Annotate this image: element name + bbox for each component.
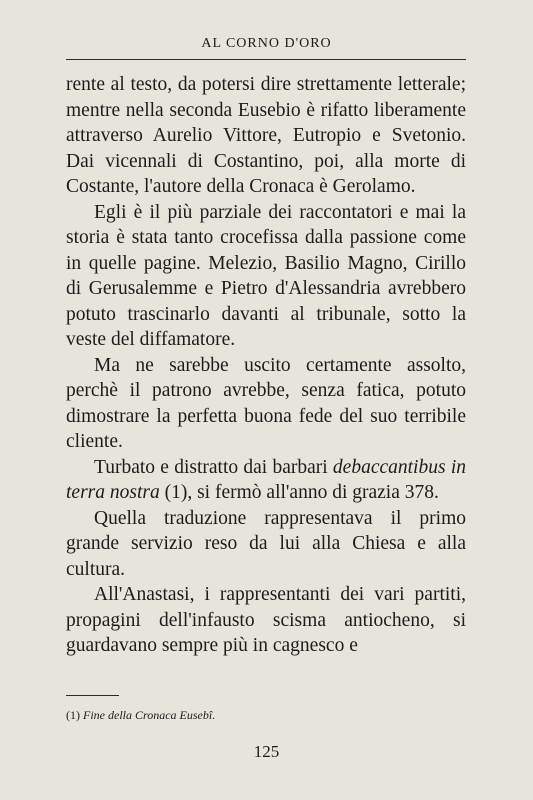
running-head: AL CORNO D'ORO	[201, 36, 332, 51]
footnote	[66, 708, 215, 723]
paragraph-text: (1), si fermò all'anno di grazia 378.	[159, 482, 439, 503]
paragraph: Ma ne sarebbe uscito certamente assolto, perchè il patrono avrebbe, senza fatica, potuto dimostrare la perfetta buona fede del suo terribile cliente.	[66, 354, 466, 452]
paragraph-text: Turbato e distratto dai barbari	[94, 456, 333, 478]
paragraph: All'Anastasi, i rappresentanti dei vari partiti, propagini dell'infausto scisma antiocheno, si guardavano sempre più in cagnesco e	[66, 584, 466, 656]
footnote-text: Fine della Cronaca Eusebî.	[83, 708, 216, 722]
footnote-marker: (1)	[66, 708, 80, 722]
page-number: 125	[253, 742, 280, 761]
paragraph: Quella traduzione rappresentava il primo grande servizio reso da lui alla Chiesa e alla cultura.	[66, 507, 466, 580]
paragraph: Egli è il più parziale dei raccontatori e mai la storia è stata tanto crocefissa dalla passione come in quelle pagine. Melezio, Basilio Magno, Cirillo di Gerusalemme e Pietro d'Alessandria avrebbero potuto trascinarlo davanti al tribunale, sotto la veste del diffamatore.	[66, 201, 466, 350]
paragraph: rente al testo, da potersi dire strettamente letterale; mentre nella seconda Eusebio è rifatto liberamente attraverso Aurelio Vittore, Eutropio e Svetonio. Dai vicennali di Costantino, poi, alla morte di Costante, l'autore della Cronaca è Gerolamo.	[66, 74, 466, 197]
body-text	[66, 72, 466, 659]
footnote-rule	[66, 695, 119, 696]
latin-quotation: debaccantibus in terra nostra	[66, 456, 466, 503]
header-rule	[66, 59, 466, 60]
paragraph	[66, 455, 466, 506]
